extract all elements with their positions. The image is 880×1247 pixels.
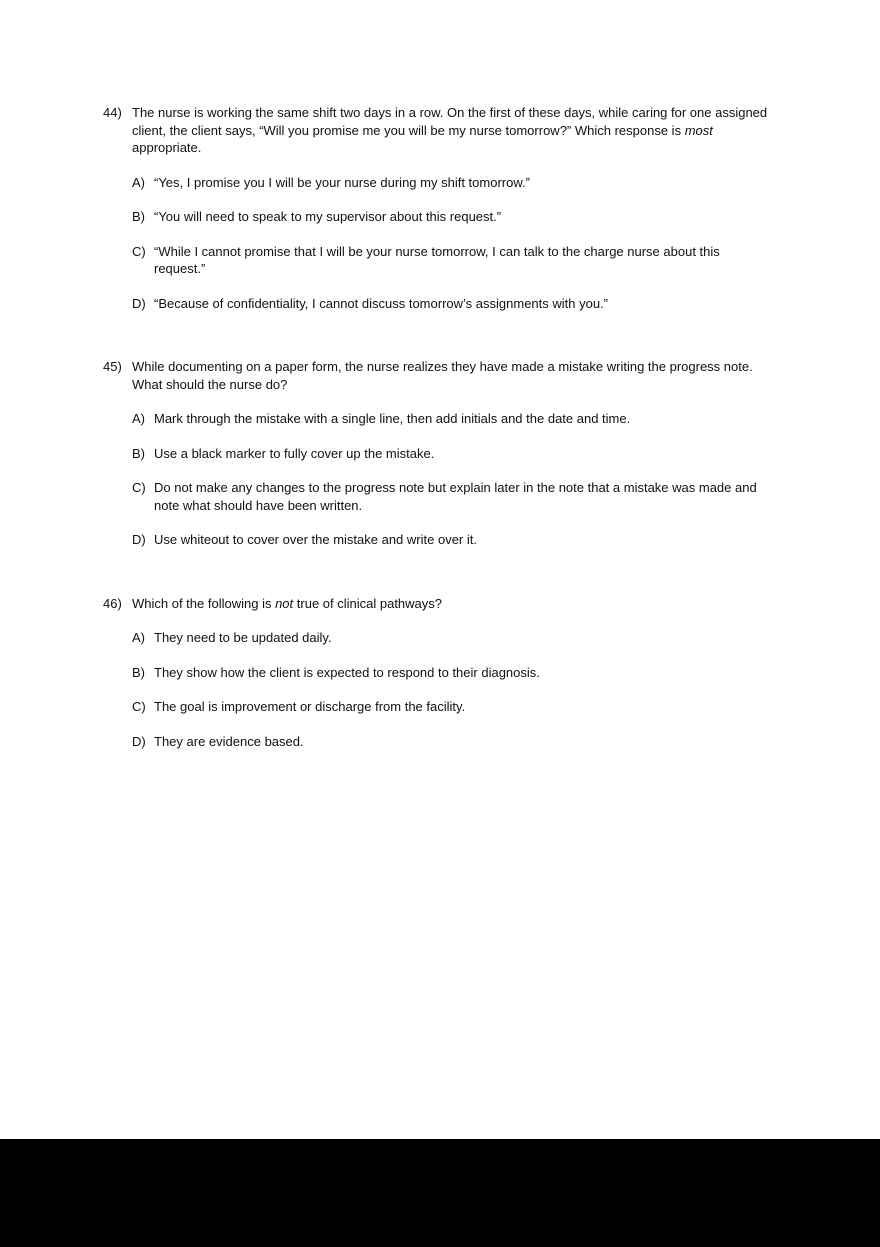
option-letter: D) xyxy=(132,295,146,311)
answer-option xyxy=(132,243,880,278)
option-text: They need to be updated daily. xyxy=(154,630,332,645)
answer-option xyxy=(132,629,880,647)
question-44 xyxy=(103,104,880,312)
option-text: Use whiteout to cover over the mistake and write over it. xyxy=(154,532,477,547)
question-stem xyxy=(132,595,777,613)
answer-option xyxy=(132,664,880,682)
option-text: “Because of confidentiality, I cannot discuss tomorrow’s assignments with you.” xyxy=(154,295,609,311)
question-stem xyxy=(132,104,777,157)
option-letter: C) xyxy=(132,243,146,259)
option-letter: C) xyxy=(132,480,146,495)
question-stem-row xyxy=(103,358,880,393)
footer-black-band xyxy=(0,1139,880,1247)
option-text: “You will need to speak to my supervisor about this request.” xyxy=(154,209,502,224)
option-letter: A) xyxy=(132,630,145,645)
option-letter: B) xyxy=(132,209,145,224)
answer-option xyxy=(132,698,880,716)
question-stem-row xyxy=(103,104,880,157)
question-number: 45) xyxy=(103,359,122,374)
option-text: Do not make any changes to the progress note but explain later in the note that a mistake was made and note what should have been written. xyxy=(154,480,757,513)
stem-text-pre: Which of the following is xyxy=(132,595,276,611)
option-text: Use a black marker to fully cover up the mistake. xyxy=(154,445,435,461)
option-text: “While I cannot promise that I will be your nurse tomorrow, I can talk to the charge nurse about this request.” xyxy=(154,243,720,276)
stem-text-pre: While documenting on a paper form, the nurse realizes they have made a mistake writing the progress note. What should the nurse do? xyxy=(132,359,753,392)
answer-option xyxy=(132,295,880,313)
option-text: Mark through the mistake with a single line, then add initials and the date and time. xyxy=(154,411,631,426)
option-text: The goal is improvement or discharge from the facility. xyxy=(154,699,466,714)
question-stem xyxy=(132,358,777,393)
answer-option xyxy=(132,479,880,514)
question-stem-row xyxy=(103,595,880,613)
option-letter: B) xyxy=(132,445,145,461)
options-list xyxy=(132,629,880,750)
answer-option xyxy=(132,531,880,549)
option-letter: D) xyxy=(132,532,146,547)
stem-text-pre: The nurse is working the same shift two days in a row. On the first of these days, while caring for one assigned client, the client says, “Will you promise me you will be my nurse tomorrow?” Which response is xyxy=(132,105,768,138)
question-number: 44) xyxy=(103,105,122,120)
options-list xyxy=(132,174,880,313)
option-text: They show how the client is expected to respond to their diagnosis. xyxy=(154,664,540,680)
option-letter: C) xyxy=(132,699,146,714)
answer-option xyxy=(132,445,880,463)
option-letter: A) xyxy=(132,411,145,426)
option-letter: B) xyxy=(132,664,145,680)
answer-option xyxy=(132,733,880,751)
stem-text-italic: not xyxy=(275,595,294,611)
answer-option xyxy=(132,174,880,192)
stem-text-italic: most xyxy=(684,122,713,138)
option-letter: D) xyxy=(132,733,146,749)
option-text: “Yes, I promise you I will be your nurse during my shift tomorrow.” xyxy=(154,174,530,190)
stem-text-post: appropriate. xyxy=(132,140,202,155)
question-number: 46) xyxy=(103,595,122,611)
answer-option xyxy=(132,410,880,428)
question-45 xyxy=(103,358,880,549)
stem-text-post: true of clinical pathways? xyxy=(293,595,443,611)
answer-option xyxy=(132,208,880,226)
question-46 xyxy=(103,595,880,751)
options-list xyxy=(132,410,880,549)
option-text: They are evidence based. xyxy=(154,733,304,749)
option-letter: A) xyxy=(132,174,145,190)
